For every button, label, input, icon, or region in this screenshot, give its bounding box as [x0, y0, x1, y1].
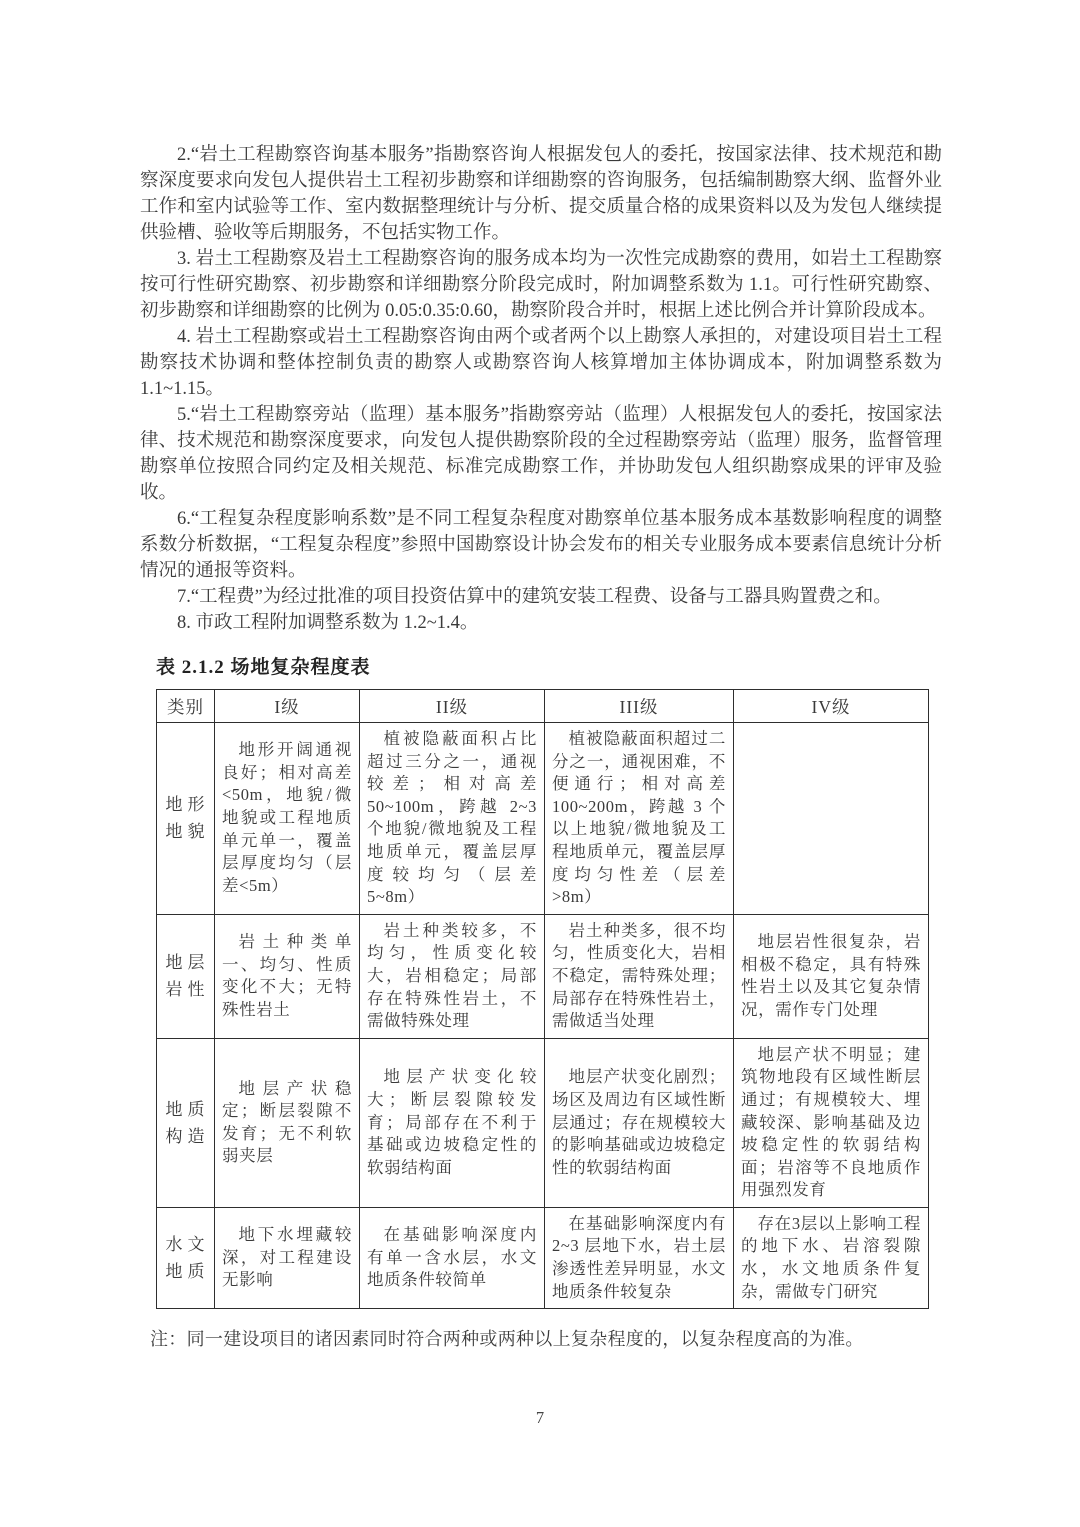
table-row-hydrogeology: [157, 1207, 929, 1308]
table-cell: 地层产状稳定；断层裂隙不发育；无不利软弱夹层: [215, 1038, 360, 1207]
document-content: [140, 142, 942, 1351]
table-cell: 植被隐蔽面积占比超过三分之一，通视较差；相对高差 50~100m，跨越 2~3 个地貌/微地貌及工程地质单元，覆盖层厚度较均匀（层差 5~8m）: [360, 723, 545, 915]
table-note: 注：同一建设项目的诸因素同时符合两种或两种以上复杂程度的，以复杂程度高的为准。: [150, 1329, 864, 1350]
table-cell: 在基础影响深度内有单一含水层，水文地质条件较简单: [360, 1207, 545, 1308]
row-category: 地质构造: [157, 1038, 215, 1207]
header-category: 类别: [157, 690, 215, 723]
paragraph-8: 8. 市政工程附加调整系数为 1.2~1.4。: [177, 613, 479, 633]
row-category: 地形地貌: [157, 723, 215, 915]
table-cell: 地层岩性很复杂，岩相极不稳定，具有特殊性岩土以及其它复杂情况，需作专门处理: [734, 914, 929, 1038]
row-category: 水文地质: [157, 1207, 215, 1308]
table-cell: 岩土种类较多，不均匀，性质变化较大，岩相稳定；局部存在特殊性岩土，不需做特殊处理: [360, 914, 545, 1038]
table-header-row: [157, 690, 929, 723]
table-cell: 地层产状变化剧烈；场区及周边有区域性断层通过；存在规模较大的影响基础或边坡稳定性的软弱结构面: [545, 1038, 734, 1207]
table-cell: 岩土种类多，很不均匀，性质变化大，岩相不稳定，需特殊处理；局部存在特殊性岩土，需做适当处理: [545, 914, 734, 1038]
site-complexity-table: [156, 689, 929, 1309]
paragraph-5: 5.“岩土工程勘察旁站（监理）基本服务”指勘察旁站（监理）人根据发包人的委托，按国家法律、技术规范和勘察深度要求，向发包人提供勘察阶段的全过程勘察旁站（监理）服务，监督管理勘察单位按照合同约定及相关规范、标准完成勘察工作，并协助发包人组织勘察成果的评审及验收。: [140, 405, 942, 503]
paragraph-6: 6.“工程复杂程度影响系数”是不同工程复杂程度对勘察单位基本服务成本基数影响程度的调整系数分析数据，“工程复杂程度”参照中国勘察设计协会发布的相关专业服务成本要素信息统计分析情况的通报等资料。: [140, 509, 942, 581]
header-level-2: II级: [360, 690, 545, 723]
table-cell: 地层产状变化较大；断层裂隙较发育；局部存在不利于基础或边坡稳定性的软弱结构面: [360, 1038, 545, 1207]
table-cell: [734, 723, 929, 915]
table-cell: 植被隐蔽面积超过二分之一，通视困难，不便通行；相对高差 100~200m，跨越 3 个以上地貌/微地貌及工程地质单元，覆盖层厚度均匀性差（层差>8m）: [545, 723, 734, 915]
table-cell: 岩土种类单一、均匀、性质变化不大；无特殊性岩土: [215, 914, 360, 1038]
header-level-1: I级: [215, 690, 360, 723]
table-row-lithology: [157, 914, 929, 1038]
header-level-3: III级: [545, 690, 734, 723]
paragraph-3: 3. 岩土工程勘察及岩土工程勘察咨询的服务成本均为一次性完成勘察的费用，如岩土工程勘察按可行性研究勘察、初步勘察和详细勘察分阶段完成时，附加调整系数为 1.1。可行性研究勘察、初步勘察和详细勘察的比例为 0.05:0.35:0.60，勘察阶段合并时，根据上述比例合并计算阶段成本。: [140, 249, 942, 321]
paragraph-4: 4. 岩土工程勘察或岩土工程勘察咨询由两个或者两个以上勘察人承担的，对建设项目岩土工程勘察技术协调和整体控制负责的勘察人或勘察咨询人核算增加主体协调成本，附加调整系数为 1.1~1.15。: [140, 327, 942, 399]
table-cell: 地形开阔通视良好；相对高差<50m，地貌/微地貌或工程地质单元单一，覆盖层厚度均匀（层差<5m）: [215, 723, 360, 915]
table-cell: 地层产状不明显；建筑物地段有区域性断层通过；有规模较大、埋藏较深、影响基础及边坡稳定性的软弱结构面；岩溶等不良地质作用强烈发育: [734, 1038, 929, 1207]
header-level-4: IV级: [734, 690, 929, 723]
table-cell: 存在3层以上影响工程的地下水、岩溶裂隙水，水文地质条件复杂，需做专门研究: [734, 1207, 929, 1308]
table-cell: 地下水埋藏较深，对工程建设无影响: [215, 1207, 360, 1308]
page-number: 7: [535, 1408, 545, 1427]
table-cell: 在基础影响深度内有 2~3 层地下水，岩土层渗透性差异明显，水文地质条件较复杂: [545, 1207, 734, 1308]
row-category: 地层岩性: [157, 914, 215, 1038]
table-title: 表 2.1.2 场地复杂程度表: [156, 657, 371, 678]
table-row-terrain: [157, 723, 929, 915]
paragraph-2: 2.“岩土工程勘察咨询基本服务”指勘察咨询人根据发包人的委托，按国家法律、技术规范和勘察深度要求向发包人提供岩土工程初步勘察和详细勘察的咨询服务，包括编制勘察大纲、监督外业工作和室内试验等工作、室内数据整理统计与分析、提交质量合格的成果资料以及为发包人继续提供验槽、验收等后期服务，不包括实物工作。: [140, 145, 942, 243]
table-row-structure: [157, 1038, 929, 1207]
paragraph-7: 7.“工程费”为经过批准的项目投资估算中的建筑安装工程费、设备与工器具购置费之和。: [177, 587, 892, 607]
